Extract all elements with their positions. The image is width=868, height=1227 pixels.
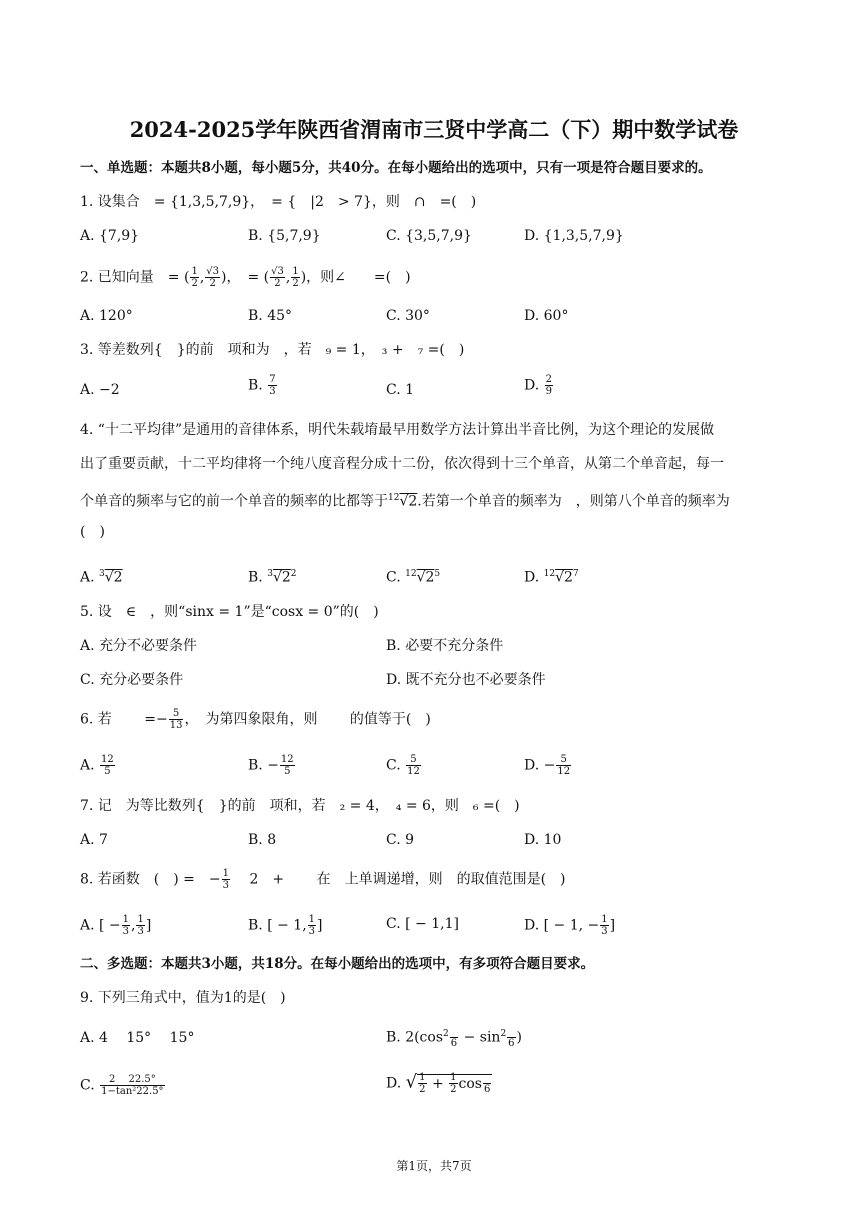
q1-option-b: B. {5,7,9} xyxy=(248,228,321,244)
q6-option-d: D. − $\frac{5}{12}$ xyxy=(524,754,571,777)
q4-option-c: C. $^{12}√2^5$ xyxy=(386,569,441,586)
q1-option-c: C. {3,5,7,9} xyxy=(386,228,472,244)
question-4-line-1: 4. “十二平均律”是通用的音律体系，明代朱载堉最早用数学方法计算出半音比例，为这个理论的发展做 xyxy=(80,422,715,438)
q3-option-b: B. $\frac{7}{3}$ xyxy=(248,374,276,397)
q5-option-c: C. 充分必要条件 xyxy=(80,672,184,688)
question-4-line-2: 出了重要贡献，十二平均律将一个纯八度音程分成十二份，依次得到十三个单音，从第二个单音起，每一 xyxy=(80,456,724,472)
page-title: 2024-2025学年陕西省渭南市三贤中学高二（下）期中数学试卷 xyxy=(129,117,739,142)
page-footer: 第1页，共7页 xyxy=(396,1159,472,1173)
q6-option-b: B. − $\frac{12}{5}$ xyxy=(248,754,294,777)
question-6-stem: 6. 若 =− $\frac{5}{13}$ ， 为第四象限角，则 的值等于( ) xyxy=(80,708,431,731)
q3-option-a: A. −2 xyxy=(80,382,120,398)
section-heading-multiple-choice: 二、多选题：本题共3小题，共18分。在每小题给出的选项中，有多项符合题目要求。 xyxy=(80,956,595,972)
q8-option-b: B. [ − 1, $\frac{1}{3}$ ] xyxy=(248,914,323,937)
q8-option-a: A. [ − $\frac{1}{3}$ , $\frac{1}{3}$ ] xyxy=(80,914,152,937)
q9-option-c: C. $\frac{2 22.5^\circ}{\text{1−tan²22.5°}}$ xyxy=(80,1074,164,1097)
q2-option-d: D. 60° xyxy=(524,308,569,324)
q7-option-a: A. 7 xyxy=(80,832,108,848)
q7-option-c: C. 9 xyxy=(386,832,415,848)
question-2-stem: 2. 已知向量 = ( $\frac{1}{2}$ , $\frac{√3}{2}$ )， = ( $\frac{√3}{2}$ , $\frac{1}{2}$ )，则∠ =( ) xyxy=(80,266,411,289)
q6-option-c: C. $\frac{5}{12}$ xyxy=(386,754,420,777)
q8-option-d: D. [ − 1, − $\frac{1}{3}$ ] xyxy=(524,914,616,937)
q2-option-c: C. 30° xyxy=(386,308,430,324)
q3-option-c: C. 1 xyxy=(386,382,415,398)
q5-option-a: A. 充分不必要条件 xyxy=(80,638,198,654)
question-1-stem: 1. 设集合 = {1,3,5,7,9}， = { |2 > 7}，则 ∩ =( ) xyxy=(80,194,477,210)
q2-option-a: A. 120° xyxy=(80,308,133,324)
q1-option-d: D. {1,3,5,7,9} xyxy=(524,228,624,244)
q6-option-a: A. $\frac{12}{5}$ xyxy=(80,754,114,777)
question-3-stem: 3. 等差数列{ }的前 项和为 ，若 ₉ = 1， ₃ + ₇ =( ) xyxy=(80,342,465,358)
q1-option-a: A. {7,9} xyxy=(80,228,140,244)
q5-option-d: D. 既不充分也不必要条件 xyxy=(386,672,546,688)
q2-option-b: B. 45° xyxy=(248,308,293,324)
question-5-stem: 5. 设 ∈ ，则“sinx = 1”是“cosx = 0”的( ) xyxy=(80,604,379,620)
question-8-stem: 8. 若函数 ( ) = − $\frac{1}{3}$ 2 + 在 上单调递增，则 的取值范围是( ) xyxy=(80,868,566,891)
q8-option-c: C. [ − 1,1] xyxy=(386,916,459,932)
q7-option-b: B. 8 xyxy=(248,832,277,848)
q3-option-d: D. $\frac{2}{9}$ xyxy=(524,374,553,397)
q9-option-d: D. √ $\frac{1}{2}$ + $\frac{1}{2}$ cos 6 xyxy=(386,1071,491,1095)
question-7-stem: 7. 记 为等比数列{ }的前 项和，若 ₂ = 4， ₄ = 6，则 ₆ =( ) xyxy=(80,798,520,814)
question-4-line-4: ( ) xyxy=(80,524,105,540)
q9-option-a: A. 4 15° 15° xyxy=(80,1030,195,1046)
q7-option-d: D. 10 xyxy=(524,832,562,848)
question-9-stem: 9. 下列三角式中，值为1的是( ) xyxy=(80,990,286,1006)
q5-option-b: B. 必要不充分条件 xyxy=(386,638,504,654)
q4-option-d: D. $^{12}√2^7$ xyxy=(524,569,579,586)
question-4-line-3: 个单音的频率与它的前一个单音的频率的比都等于$^{12}$√2.若第一个单音的频率为 ，则第八个单音的频率为 xyxy=(80,493,730,510)
q9-option-b: B. $2(\cos^2$ 6 − $\sin^2$ 6 ) xyxy=(386,1024,522,1049)
section-heading-single-choice: 一、单选题：本题共8小题，每小题5分，共40分。在每小题给出的选项中，只有一项是符合题目要求的。 xyxy=(80,160,712,176)
q4-option-a: A. $^3$√2 xyxy=(80,569,123,586)
q4-option-b: B. $^3√2^2$ xyxy=(248,569,297,586)
